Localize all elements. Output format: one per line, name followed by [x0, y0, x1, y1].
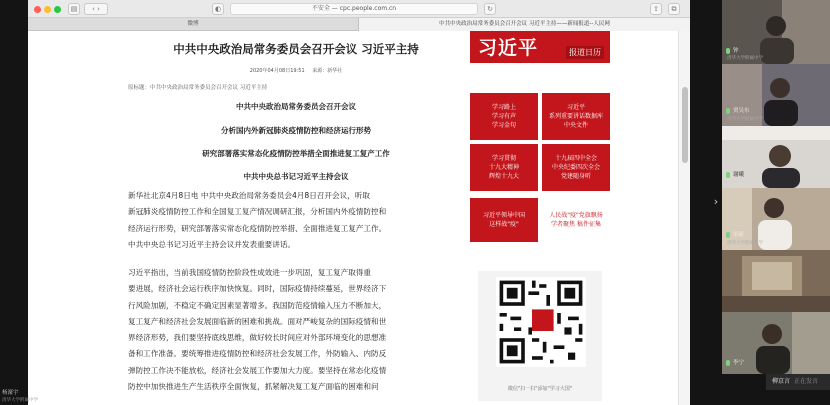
participant-affiliation: 清华大学附属中学 — [727, 56, 763, 61]
paragraph-line: 经济运行形势，研究部署落实常态化疫情防控举措、全面推进复工复产工作。 — [128, 223, 387, 233]
speaking-status: 正在发言 — [794, 378, 819, 385]
tab-weibo[interactable]: 微博 — [28, 18, 359, 31]
article-source[interactable]: 来源：新华社 — [312, 68, 343, 74]
paragraph-1 — [128, 188, 464, 253]
participant-video-tile[interactable] — [722, 250, 830, 312]
participant-video — [722, 250, 830, 312]
web-page — [28, 31, 690, 405]
local-user-affiliation: 清华大学附属中学 — [2, 398, 38, 403]
article-headline: 中共中央政治局常务委员会召开会议 习近平主持 — [173, 42, 419, 56]
tab-people-news[interactable]: 中共中央政治局常务委员会召开会议 习近平主持——新闻报道--人民网 — [359, 18, 690, 31]
participant-name: 谢曦 — [733, 172, 745, 178]
paragraph-line: 新冠肺炎疫情防控工作和全国复工复产情况调研汇报，分析国内外疫情防控和 — [128, 207, 387, 217]
participant-name: 贾吴东 — [733, 108, 750, 114]
sidebar-tile[interactable]: 习近平领导中国 这样战"疫" — [470, 198, 538, 242]
participant-video-tile[interactable] — [722, 188, 830, 250]
mic-icon — [726, 172, 730, 178]
local-user-name: 杨濠宇 — [2, 390, 19, 396]
sidebar-tile[interactable]: 学习路上 学习有声 学习金句 — [470, 93, 538, 140]
address-bar[interactable] — [230, 3, 478, 15]
sidebar-toggle-icon[interactable]: ▤ — [68, 3, 80, 15]
paragraph-line: 习近平指出，当前我国疫情防控阶段性成效进一步巩固，复工复产取得重 — [128, 268, 371, 277]
banner-subtitle: 报道日历 — [566, 46, 604, 59]
qr-caption: 微信"扫一扫"添加"学习大国" — [507, 386, 573, 392]
paragraph-line: 弹防控工作决不能放松，经济社会发展工作要加大力度。要坚持在常态化疫情 — [128, 365, 387, 375]
paragraph-line: 界经济形势，我们要坚持底线思维，做好较长时间应对外部环境变化的思想准 — [128, 333, 387, 343]
mic-icon — [726, 48, 730, 54]
active-speaker-name: 柳京言 — [772, 378, 791, 385]
xi-report-calendar-banner[interactable] — [470, 31, 610, 63]
tab-bar — [28, 18, 690, 31]
paragraph-2 — [128, 265, 464, 395]
scroll-thumb[interactable] — [682, 87, 688, 163]
participant-video-tile[interactable] — [722, 312, 830, 374]
shared-browser-window — [28, 0, 690, 405]
page-scrollbar[interactable] — [678, 31, 690, 405]
participant-affiliation: 清华大学附属中学 — [727, 241, 763, 246]
participant-affiliation: 清华大学附属中学 — [727, 117, 763, 122]
subhead: 中共中央总书记习近平主持会议 — [243, 172, 349, 181]
sidebar-tile[interactable]: 人民战"疫"党旗飘扬 学者聚焦 稿件征集 — [542, 198, 610, 242]
article-meta — [128, 67, 464, 74]
sidebar-tile[interactable]: 十九届四中全会 中央纪委四次全会 党建随身听 — [542, 144, 610, 191]
share-icon[interactable]: ⇧ — [650, 3, 662, 15]
mic-icon — [726, 232, 730, 238]
participant-video-tile[interactable] — [722, 0, 830, 64]
qr-panel — [478, 271, 602, 401]
url-text: 不安全 — cpc.people.com.cn — [311, 5, 397, 12]
back-forward-icon[interactable]: ‹ › — [84, 3, 108, 15]
paragraph-line: 备和工作准备。要统筹推进疫情防控和经济社会发展工作，外防输入、内防反 — [128, 349, 387, 359]
paragraph-line: 行风险加剧，不稳定不确定因素显著增多。我国防范疫情输入压力不断加大， — [128, 300, 387, 310]
privacy-shield-icon[interactable]: ◐ — [212, 3, 224, 15]
browser-toolbar — [28, 0, 690, 18]
sidebar-tile[interactable]: 学习贯彻 十九大精神 辉煌十九大 — [470, 144, 538, 191]
mic-icon — [726, 108, 730, 114]
sidebar-tile[interactable]: 习近平 系列重要讲话数据库 中央文件 — [542, 93, 610, 140]
paragraph-line: 复工复产和经济社会发展面临新的困难和挑战。面对严峻复杂的国际疫情和世 — [128, 316, 387, 326]
participant-name: 梁豪 — [733, 232, 745, 238]
subhead: 分析国内外新冠肺炎疫情防控和经济运行形势 — [221, 126, 371, 135]
tabs-overview-icon[interactable]: ⧉ — [668, 3, 680, 15]
qr-code-icon — [496, 277, 586, 367]
paragraph-line: 新华社北京4月8日电 中共中央政治局常务委员会4月8日召开会议，听取 — [128, 191, 370, 200]
participant-video-tile[interactable] — [722, 126, 830, 188]
maximize-window-button[interactable] — [54, 6, 61, 13]
subhead: 中共中央政治局常务委员会召开会议 — [236, 102, 356, 111]
banner-title: 习近平 — [478, 37, 539, 59]
reload-icon[interactable]: ↻ — [484, 3, 496, 15]
paragraph-line: 防控中加快推进生产生活秩序全面恢复，抓紧解决复工复产面临的困难和问 — [128, 382, 379, 392]
minimize-window-button[interactable] — [44, 6, 51, 13]
article-date: 2020年04月08日19:51 — [249, 68, 305, 74]
participant-name: 李宁 — [733, 360, 745, 366]
participant-video-tile[interactable] — [722, 64, 830, 126]
participant-name: 钟 — [733, 48, 739, 54]
mic-icon — [726, 360, 730, 366]
paragraph-line: 要进展，经济社会运行秩序加快恢复。同时，国际疫情持续蔓延，世界经济下 — [128, 284, 387, 294]
original-title: 原标题：中共中央政治局常务委员会召开会议 习近平主持 — [128, 85, 268, 91]
chevron-right-icon[interactable]: › — [713, 195, 719, 208]
close-window-button[interactable] — [34, 6, 41, 13]
subhead: 研究部署落实常态化疫情防控举措全面推进复工复产工作 — [202, 149, 390, 158]
active-speaker-indicator — [766, 374, 830, 390]
right-sidebar — [470, 31, 610, 405]
participant-video — [722, 126, 830, 188]
paragraph-line: 中共中央总书记习近平主持会议并发表重要讲话。 — [128, 239, 296, 249]
